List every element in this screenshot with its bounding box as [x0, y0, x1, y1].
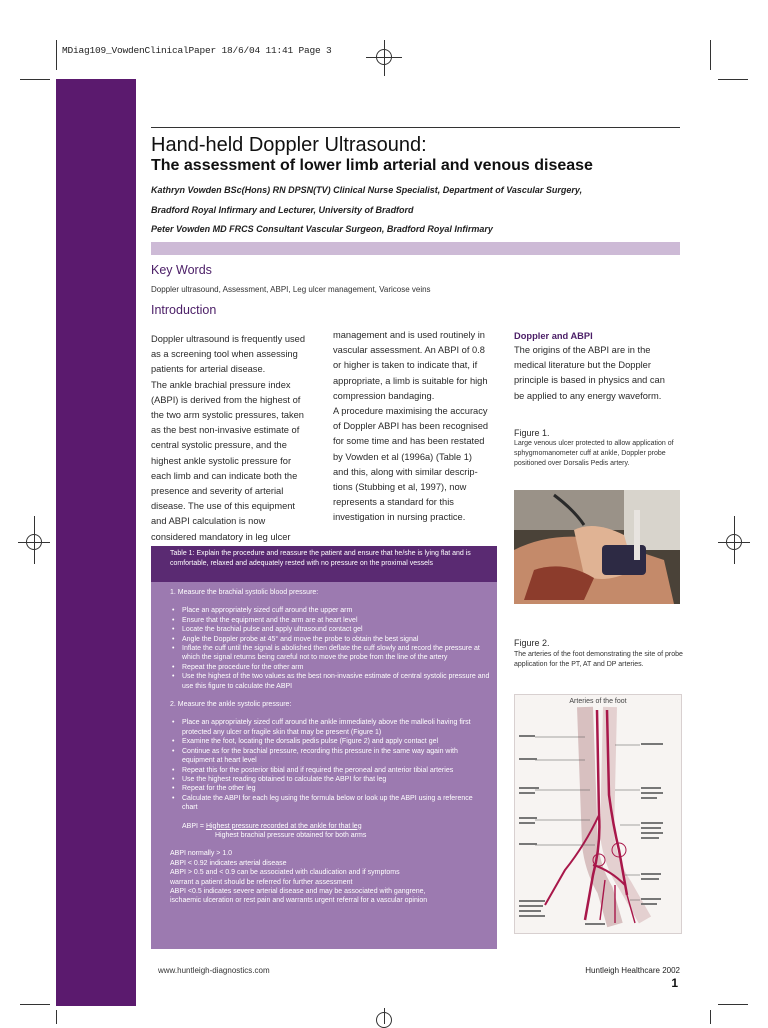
brand-sidebar	[56, 79, 136, 1006]
table-bullet: • Place an appropriately sized cuff around the upper arm	[170, 606, 490, 615]
text-line: compression bandaging.	[333, 390, 435, 401]
footer-url: www.huntleigh-diagnostics.com	[158, 966, 270, 975]
table-1-header	[151, 546, 497, 582]
text-line: be applied to any energy waveform.	[514, 390, 662, 401]
page-subtitle: The assessment of lower limb arterial and venous disease	[151, 157, 593, 174]
print-slug: MDiag109_VowdenClinicalPaper 18/6/04 11:41 Page 3	[62, 45, 332, 56]
doppler-abpi-heading: Doppler and ABPI	[514, 331, 593, 341]
abpi-note: ABPI > 0.5 and < 0.9 can be associated with claudication and if symptoms	[170, 869, 400, 877]
page-number: 1	[671, 976, 678, 990]
formula-denominator: Highest brachial pressure obtained for both arms	[215, 831, 367, 839]
table-bullet: • Inflate the cuff until the signal is abolished then deflate the cuff slowly and record the pressure at which the signal returns being careful not to move the probe from the line of the artery	[170, 644, 490, 663]
footer-company: Huntleigh Healthcare 2002	[585, 966, 680, 975]
text-line: principle is based in physics and can	[514, 375, 665, 386]
table-bullet: • Ensure that the equipment and the arm are at heart level	[170, 616, 490, 625]
body-column-3	[514, 343, 686, 404]
table-bullet: • Repeat this for the posterior tibial and if required the peroneal and anterior tibial arteries	[170, 766, 490, 775]
author-line-2: Bradford Royal Infirmary and Lecturer, University of Bradford	[151, 205, 414, 215]
table-bullet: • Repeat the procedure for the other arm	[170, 663, 490, 672]
divider-bar	[151, 242, 680, 255]
table-bullet: • Place an appropriately sized cuff around the ankle immediately above the malleoli having first protected any ulcer or fragile skin that may be present (Figure 1)	[170, 718, 490, 737]
text-line: as the best non-invasive estimate of	[151, 425, 300, 436]
crop-mark	[718, 79, 748, 80]
formula-label: ABPI =	[182, 822, 204, 830]
formula-numerator: Highest pressure recorded at the ankle for that leg	[205, 822, 362, 830]
introduction-heading: Introduction	[151, 303, 217, 317]
text-line: (ABPI) is derived from the highest of	[151, 394, 301, 405]
text-line: each limb and can indicate both the	[151, 470, 298, 481]
table-1-body	[170, 588, 490, 906]
text-line: investigation in nursing practice.	[333, 512, 466, 523]
crop-mark	[20, 79, 50, 80]
table-bullet: • Examine the foot, locating the dorsalis pedis pulse (Figure 2) and apply contact gel	[170, 737, 490, 746]
table-1-box	[151, 546, 497, 949]
crop-mark	[718, 1004, 748, 1005]
text-line: vascular assessment. An ABPI of 0.8	[333, 345, 485, 356]
text-line: highest ankle systolic pressure for	[151, 455, 292, 466]
table-bullet: • Use the highest of the two values as the best non-invasive estimate of central systolic pressure and use this figure to calculate the ABPI	[170, 672, 490, 691]
text-line: of Doppler ABPI has been recognised	[333, 421, 489, 432]
body-column-1	[151, 332, 323, 545]
text-line: represents a standard for this	[333, 497, 454, 508]
text-line: central systolic pressure, and the	[151, 440, 287, 451]
abpi-note: ABPI <0.5 indicates severe arterial disease and may be associated with gangrene,	[170, 887, 426, 895]
figure-1-label: Figure 1.	[514, 428, 550, 438]
text-line: for some time and has been restated	[333, 436, 485, 447]
key-words-text: Doppler ultrasound, Assessment, ABPI, Leg ulcer management, Varicose veins	[151, 285, 431, 294]
table-step-1: 1. Measure the brachial systolic blood pressure:	[170, 589, 319, 596]
figure-1-photo	[514, 490, 680, 604]
text-line: disease. The use of this equipment	[151, 501, 296, 512]
text-line: considered mandatory in leg ulcer	[151, 531, 291, 542]
abpi-note: ABPI < 0.92 indicates arterial disease	[170, 859, 287, 867]
text-line: The origins of the ABPI are in the	[514, 345, 651, 355]
abpi-note: warrant a patient should be referred for further assessment	[170, 878, 353, 886]
text-line: appropriate, a limb is suitable for high	[333, 375, 488, 386]
text-line: the two arm systolic pressures, taken	[151, 410, 304, 421]
abpi-formula	[170, 822, 490, 841]
abpi-note: ischaemic ulceration or rest pain and warrants urgent referral for a vascular opinion	[170, 897, 428, 905]
text-line: and ABPI calculation is now	[151, 516, 266, 527]
text-line: as a screening tool when assessing	[151, 349, 298, 360]
figure-1-caption: Large venous ulcer protected to allow application of sphygmomanometer cuff at ankle, Doppler probe positioned over Dorsalis Pedis artery.	[514, 440, 674, 467]
text-line: The ankle brachial pressure index	[151, 379, 291, 390]
crop-mark	[56, 1010, 57, 1024]
table-bullet: • Continue as for the brachial pressure, recording this pressure in the same way again with equipment at heart level	[170, 747, 490, 766]
page-title: Hand-held Doppler Ultrasound:	[151, 134, 427, 156]
figure-2-caption: The arteries of the foot demonstrating the site of probe application for the PT, AT and DP arteries.	[514, 651, 683, 668]
figure-2-diagram	[514, 694, 682, 934]
crop-mark	[710, 40, 711, 70]
table-1-heading: Table 1: Explain the procedure and reassure the patient and ensure that he/she is lying flat and is comfortable, relaxed and adequately rested with no pressure on the proximal vessels	[170, 550, 471, 567]
text-line: tions (Stubbing et al, 1997), now	[333, 482, 467, 493]
table-bullet: • Calculate the ABPI for each leg using the formula below or look up the ABPI using a reference chart	[170, 794, 490, 813]
text-line: patients for arterial disease.	[151, 364, 266, 375]
key-words-heading: Key Words	[151, 263, 212, 277]
text-line: Doppler ultrasound is frequently used	[151, 334, 306, 344]
text-line: by Vowden et al (1996a) (Table 1)	[333, 451, 473, 462]
title-rule	[151, 127, 680, 128]
body-column-2	[333, 328, 505, 526]
table-bullet: • Angle the Doppler probe at 45° and move the probe to obtain the best signal	[170, 635, 490, 644]
text-line: A procedure maximising the accuracy	[333, 406, 488, 417]
table-bullet: • Locate the brachial pulse and apply ultrasound contact gel	[170, 625, 490, 634]
table-bullet: • Use the highest reading obtained to calculate the ABPI for that leg	[170, 775, 490, 784]
abpi-note: ABPI normally > 1.0	[170, 850, 233, 858]
author-line-1: Kathryn Vowden BSc(Hons) RN DPSN(TV) Clinical Nurse Specialist, Department of Vascular Surgery,	[151, 185, 583, 195]
crop-mark	[56, 40, 57, 70]
table-step-2: 2. Measure the ankle systolic pressure:	[170, 701, 292, 709]
text-line: or higher is taken to indicate that, if	[333, 360, 478, 371]
text-line: presence and severity of arterial	[151, 486, 284, 497]
text-line: management and is used routinely in	[333, 330, 485, 340]
text-line: medical literature but the Doppler	[514, 360, 651, 371]
crop-mark	[20, 1004, 50, 1005]
crop-mark	[710, 1010, 711, 1024]
diagram-title: Arteries of the foot	[569, 698, 627, 705]
text-line: and this, along with similar descrip-	[333, 466, 478, 477]
author-line-3: Peter Vowden MD FRCS Consultant Vascular Surgeon, Bradford Royal Infirmary	[151, 224, 493, 234]
figure-2-label: Figure 2.	[514, 638, 550, 648]
table-bullet: • Repeat for the other leg	[170, 784, 490, 793]
